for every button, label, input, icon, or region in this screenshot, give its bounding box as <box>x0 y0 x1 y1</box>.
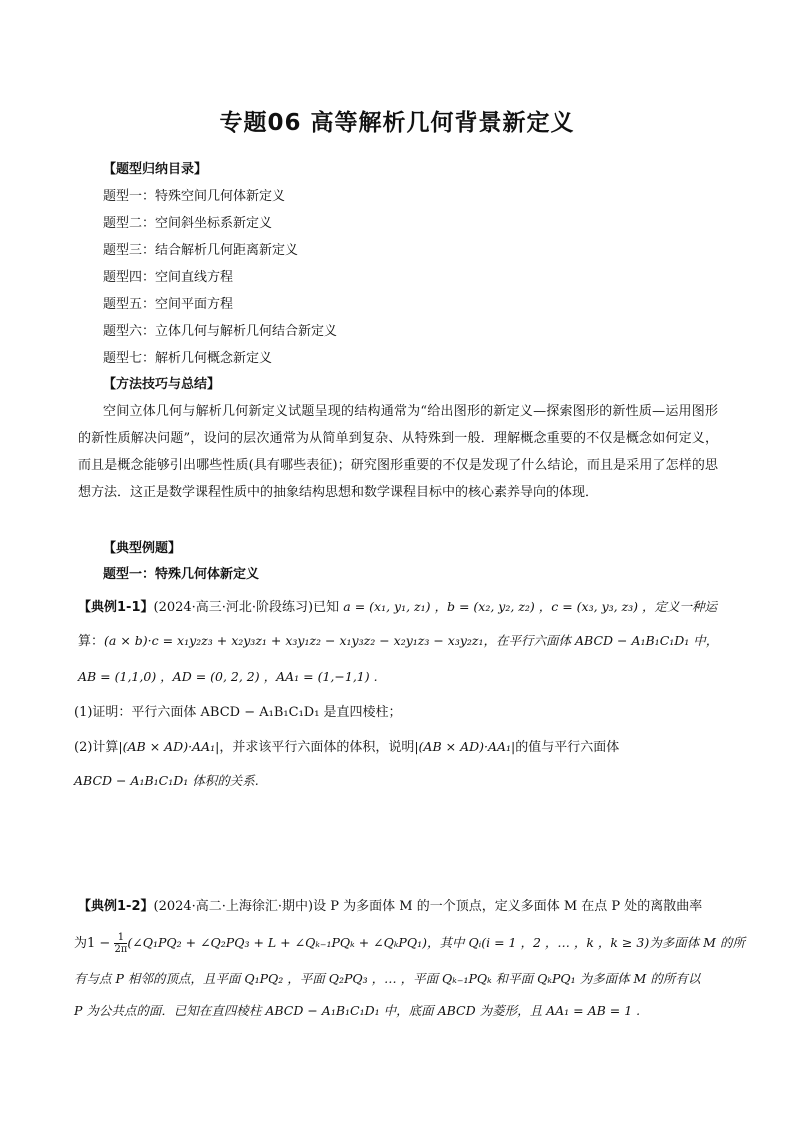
question-1: (1)证明：平行六面体 ABCD − A₁B₁C₁D₁ 是直四棱柱； <box>74 705 402 720</box>
q2-prefix: (2)计算 <box>74 740 119 755</box>
example-1-1-line2 <box>78 632 718 651</box>
toc-item: 题型四：空间直线方程 <box>103 270 234 285</box>
toc-item: 题型三：结合解析几何距离新定义 <box>103 243 299 258</box>
curvature-suffix: ，其中 Qᵢ(i = 1 ，2 ，… ，k ，k ≥ 3)为多面体 M 的所 <box>426 935 745 950</box>
fraction <box>114 932 127 955</box>
example-label: 【典例1-1】 <box>78 600 154 615</box>
curvature-prefix: 为1 − <box>74 936 111 951</box>
example-1-1-line1 <box>78 598 717 617</box>
example-source: (2024·高三·河北·阶段练习)已知 <box>153 600 340 615</box>
example-label: 【典例1-2】 <box>78 899 154 914</box>
fraction-denominator: 2π <box>114 944 128 955</box>
operation-prefix: 算： <box>78 634 105 649</box>
example-1-2-line3: 有与点 P 相邻的顶点，且平面 Q₁PQ₂ ，平面 Q₂PQ₃ ，… ，平面 Qₖ₋₁PQₖ 和平面 QₖPQ₁ 为多面体 M 的所有以 <box>74 971 701 986</box>
vector-definitions: a = (x₁, y₁, z₁) ，b = (x₂, y₂, z₂) ，c = (x₃, y₃, z₃) ，定义一种运 <box>343 599 718 614</box>
example-1-2-line1 <box>78 898 702 916</box>
toc-item: 题型六：立体几何与解析几何结合新定义 <box>103 324 338 339</box>
toc-header: 【题型归纳目录】 <box>103 162 208 177</box>
parallelepiped-intro: ，在平行六面体 ABCD − A₁B₁C₁D₁ 中， <box>483 633 719 648</box>
example-1-2-line2 <box>74 932 745 955</box>
q2-suffix: 的值与平行六面体 <box>515 740 620 755</box>
q2-expression-repeat: |(AB × AD)·AA₁| <box>414 739 516 754</box>
example-1-2-line4: P 为公共点的面．已知在直四棱柱 ABCD − A₁B₁C₁D₁ 中，底面 ABCD 为菱形，且 AA₁ = AB = 1 . <box>74 1003 641 1018</box>
toc-item: 题型二：空间斜坐标系新定义 <box>103 216 273 231</box>
method-paragraph: 空间立体几何与解析几何新定义试题呈现的结构通常为“给出图形的新定义—探索图形的新性质—运用图形的新性质解决问题”，设问的层次通常为从简单到复杂、从特殊到一般．理解概念重要的不仅是概念如何定义，而且是概念能够引出哪些性质(具有哪些表征)；研究图形重要的不仅是发现了什么结论，而且是采用了怎样的思想方法．这正是数学课程性质中的抽象结构思想和数学课程目标中的核心素养导向的体现． <box>78 404 718 500</box>
fraction-numerator: 1 <box>114 932 127 944</box>
question-2 <box>74 738 619 757</box>
page-title: 专题06 高等解析几何背景新定义 <box>219 110 575 136</box>
triple-product-formula: (a × b)·c = x₁y₂z₃ + x₂y₃z₁ + x₃y₁z₂ − x₁y₃z₂ − x₂y₁z₃ − x₃y₂z₁ <box>104 633 484 648</box>
edge-vectors: AB = (1,1,0) ，AD = (0, 2, 2) ，AA₁ = (1,−1,1) . <box>78 669 378 684</box>
toc-item: 题型七：解析几何概念新定义 <box>103 351 273 366</box>
example-1-2-text: (2024·高二·上海徐汇·期中)设 P 为多面体 M 的一个顶点，定义多面体 M 在点 P 处的离散曲率 <box>153 899 703 914</box>
examples-header: 【典型例题】 <box>103 541 182 556</box>
type1-heading: 题型一：特殊几何体新定义 <box>103 567 260 582</box>
method-header: 【方法技巧与总结】 <box>103 377 221 392</box>
q2-expression: |(AB × AD)·AA₁| <box>118 739 220 754</box>
angle-sum-formula: (∠Q₁PQ₂ + ∠Q₂PQ₃ + L + ∠Qₖ₋₁PQₖ + ∠QₖPQ₁) <box>127 935 427 950</box>
toc-item: 题型五：空间平面方程 <box>103 297 234 312</box>
question-2-line2: ABCD − A₁B₁C₁D₁ 体积的关系. <box>74 773 259 788</box>
q2-middle: ，并求该平行六面体的体积，说明 <box>219 740 415 755</box>
toc-item: 题型一：特殊空间几何体新定义 <box>103 189 286 204</box>
